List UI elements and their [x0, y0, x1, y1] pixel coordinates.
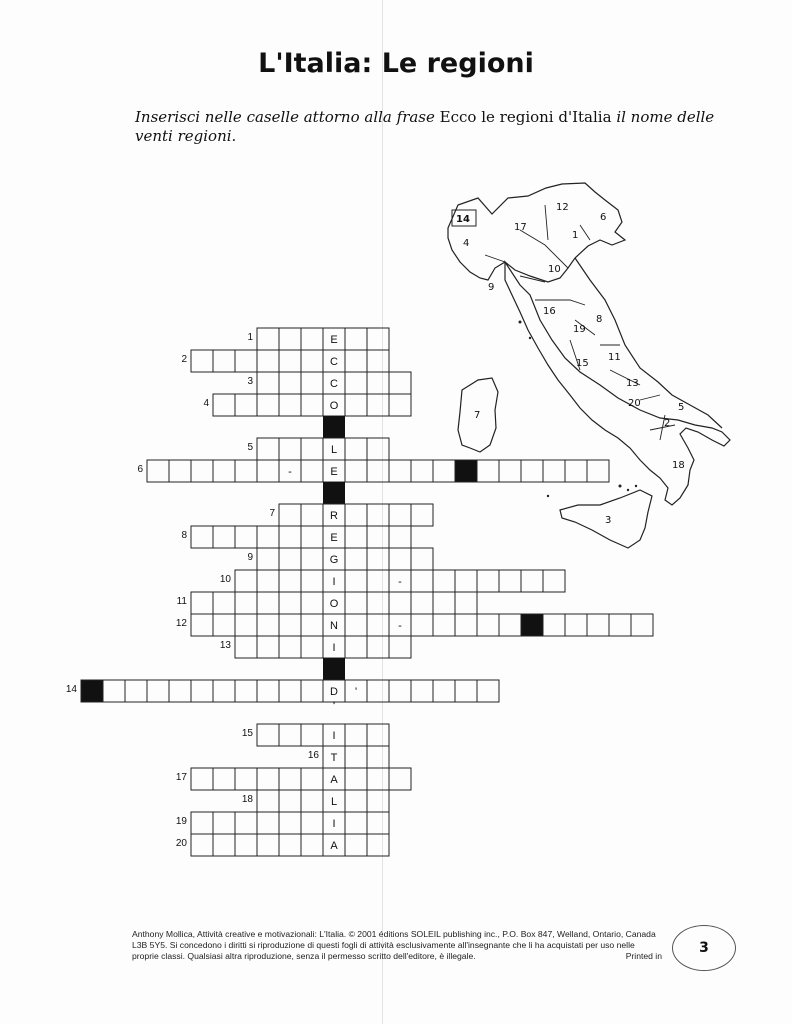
crossword-cell[interactable]: [125, 680, 147, 702]
crossword-cell[interactable]: [257, 768, 279, 790]
crossword-cell[interactable]: [345, 768, 367, 790]
map-region-label: 7: [474, 410, 481, 421]
crossword-cell[interactable]: [301, 592, 323, 614]
crossword-clue-number: 8: [181, 530, 187, 541]
crossword-cell[interactable]: [411, 680, 433, 702]
crossword-key-letter: A: [330, 774, 338, 786]
crossword-cell[interactable]: [345, 834, 367, 856]
crossword-cell[interactable]: [367, 504, 389, 526]
crossword-key-letter: L: [330, 796, 338, 808]
crossword-cell[interactable]: [235, 394, 257, 416]
crossword-cell[interactable]: [235, 614, 257, 636]
crossword-cell[interactable]: [433, 680, 455, 702]
map-region-label: 16: [543, 306, 556, 317]
crossword-separator-block: [323, 416, 345, 438]
crossword-clue-number: 13: [219, 640, 231, 651]
crossword-cell[interactable]: [455, 614, 477, 636]
crossword-black-cell: [81, 680, 103, 702]
crossword-cell[interactable]: [367, 636, 389, 658]
crossword-cell[interactable]: [367, 526, 389, 548]
map-region-label: 11: [608, 352, 621, 363]
crossword-cell[interactable]: [257, 680, 279, 702]
crossword-cell[interactable]: [345, 526, 367, 548]
crossword-cell[interactable]: [279, 504, 301, 526]
crossword-cell[interactable]: [279, 812, 301, 834]
crossword-cell[interactable]: [389, 526, 411, 548]
crossword-separator-block: [323, 658, 345, 680]
footer-text: Anthony Mollica, Attività creative e motivazionali: L'Italia. © 2001 éditions SOLEIL publishing inc., P.O. Box 847, Welland, Ontario, Canada L3B 5Y5. Si concedono i diritti si riproduzione di questi fogli di attività esclusivamente all'insegnante che li ha acquistati per uso nelle proprie classi. Qualsiasi altra riproduzione, senza il permesso scritto dell'editore, è illegale.: [132, 929, 656, 961]
crossword-cell[interactable]: [257, 328, 279, 350]
crossword-clue-number: 6: [137, 464, 143, 475]
crossword-key-letter: I: [332, 730, 336, 742]
crossword-cell[interactable]: [169, 460, 191, 482]
crossword-cell[interactable]: [367, 570, 389, 592]
map-region-label: 4: [463, 238, 470, 249]
crossword-cell[interactable]: [433, 614, 455, 636]
crossword-cell[interactable]: [191, 592, 213, 614]
crossword-clue-number: 17: [175, 772, 187, 783]
crossword-cell[interactable]: [257, 570, 279, 592]
crossword-key-letter: G: [329, 554, 339, 566]
crossword-cell[interactable]: [411, 614, 433, 636]
crossword-key-letter: O: [329, 598, 339, 610]
crossword-cell[interactable]: [367, 724, 389, 746]
crossword-cell[interactable]: [367, 790, 389, 812]
crossword-cell[interactable]: [213, 680, 235, 702]
map-region-label: 14: [456, 214, 470, 225]
crossword-cell[interactable]: [279, 394, 301, 416]
crossword-cell[interactable]: [191, 526, 213, 548]
crossword-cell[interactable]: [477, 680, 499, 702]
crossword-cell[interactable]: [411, 570, 433, 592]
crossword-cell[interactable]: [477, 460, 499, 482]
crossword-cell[interactable]: [191, 768, 213, 790]
crossword-cell[interactable]: [345, 812, 367, 834]
map-region-label: 20: [628, 398, 641, 409]
map-region-label: 2: [664, 418, 671, 429]
crossword-cell[interactable]: [345, 460, 367, 482]
map-region-label: 5: [678, 402, 685, 413]
crossword-cell[interactable]: [367, 548, 389, 570]
crossword-cell[interactable]: [103, 680, 125, 702]
crossword-clue-number: 12: [175, 618, 187, 629]
map-region-label: 15: [576, 358, 589, 369]
crossword-key-letter: E: [330, 466, 338, 478]
crossword-cell[interactable]: [235, 570, 257, 592]
crossword-cell[interactable]: [543, 614, 565, 636]
crossword-cell[interactable]: [279, 790, 301, 812]
crossword-cell[interactable]: [301, 834, 323, 856]
crossword-key-letter: D: [330, 686, 338, 698]
crossword-cell[interactable]: [301, 526, 323, 548]
crossword-clue-number: 19: [175, 816, 187, 827]
crossword-cell[interactable]: [301, 570, 323, 592]
crossword-cell[interactable]: [345, 614, 367, 636]
crossword-cell[interactable]: [257, 834, 279, 856]
footer-printed: Printed in: [625, 951, 662, 961]
crossword-cell[interactable]: [301, 394, 323, 416]
crossword-cell[interactable]: [345, 636, 367, 658]
crossword-cell[interactable]: [631, 614, 653, 636]
crossword-cell[interactable]: [367, 394, 389, 416]
crossword-key-letter: C: [330, 356, 338, 368]
crossword-cell[interactable]: [279, 328, 301, 350]
crossword-cell[interactable]: [345, 724, 367, 746]
crossword-cell[interactable]: [279, 592, 301, 614]
map-region-label: 17: [514, 222, 527, 233]
crossword-cell[interactable]: [279, 350, 301, 372]
crossword-cell[interactable]: [279, 768, 301, 790]
crossword-cell[interactable]: [587, 614, 609, 636]
crossword-cell[interactable]: [279, 372, 301, 394]
crossword-cell[interactable]: [213, 526, 235, 548]
crossword-cell[interactable]: [301, 724, 323, 746]
crossword-symbol: -: [288, 466, 292, 478]
crossword-cell[interactable]: [213, 614, 235, 636]
map-region-label: 9: [488, 282, 495, 293]
crossword-cell[interactable]: [367, 680, 389, 702]
crossword-cell[interactable]: [301, 460, 323, 482]
crossword-cell[interactable]: [455, 592, 477, 614]
instructions-part2: Ecco le regioni d'Italia: [439, 108, 612, 126]
crossword-cell[interactable]: [213, 812, 235, 834]
map-region-label: 10: [548, 264, 561, 275]
crossword-cell[interactable]: [257, 548, 279, 570]
crossword-cell[interactable]: [411, 504, 433, 526]
crossword-cell[interactable]: [345, 746, 367, 768]
crossword-clue-number: 14: [65, 684, 77, 695]
crossword-cell[interactable]: [411, 548, 433, 570]
crossword-cell[interactable]: [235, 834, 257, 856]
crossword-cell[interactable]: [345, 394, 367, 416]
crossword-cell[interactable]: [301, 328, 323, 350]
crossword-clue-number: 10: [219, 574, 231, 585]
crossword-cell[interactable]: [235, 592, 257, 614]
map-region-label: 18: [672, 460, 685, 471]
map-region-label: 13: [626, 378, 639, 389]
crossword-cell[interactable]: [565, 460, 587, 482]
crossword-cell[interactable]: [345, 438, 367, 460]
crossword-cell[interactable]: [235, 636, 257, 658]
crossword-cell[interactable]: [191, 350, 213, 372]
crossword-key-letter: C: [330, 378, 338, 390]
crossword-cell[interactable]: [389, 636, 411, 658]
crossword-cell[interactable]: [257, 526, 279, 548]
crossword-symbol: ': [354, 686, 358, 698]
crossword-cell[interactable]: [477, 570, 499, 592]
crossword-cell[interactable]: [257, 438, 279, 460]
crossword-cell[interactable]: [257, 636, 279, 658]
crossword-cell[interactable]: [345, 350, 367, 372]
crossword-cell[interactable]: [301, 614, 323, 636]
map-region-label: 6: [600, 212, 607, 223]
crossword-cell[interactable]: [191, 834, 213, 856]
crossword-cell[interactable]: [345, 592, 367, 614]
crossword-cell[interactable]: [411, 592, 433, 614]
crossword-cell[interactable]: [191, 460, 213, 482]
crossword-cell[interactable]: [301, 438, 323, 460]
crossword-symbol: -: [398, 620, 402, 632]
crossword-cell[interactable]: [279, 548, 301, 570]
crossword-clue-number: 11: [176, 596, 187, 607]
crossword-key-letter: E: [330, 334, 338, 346]
crossword-clue-number: 4: [203, 398, 209, 409]
map-region-label: 12: [556, 202, 569, 213]
crossword-cell[interactable]: [543, 570, 565, 592]
crossword-cell[interactable]: [367, 350, 389, 372]
map-region-label: 19: [573, 324, 586, 335]
crossword-cell[interactable]: [191, 680, 213, 702]
map-region-label: 3: [605, 515, 612, 526]
crossword-cell[interactable]: [301, 636, 323, 658]
crossword-symbol: -: [398, 576, 402, 588]
crossword-cell[interactable]: [147, 680, 169, 702]
crossword-cell[interactable]: [345, 790, 367, 812]
crossword-cell[interactable]: [301, 790, 323, 812]
crossword-cell[interactable]: [213, 592, 235, 614]
crossword-key-letter: O: [329, 400, 339, 412]
crossword-cell[interactable]: [257, 592, 279, 614]
crossword-cell[interactable]: [543, 460, 565, 482]
crossword-cell[interactable]: [301, 504, 323, 526]
crossword-cell[interactable]: [257, 394, 279, 416]
crossword-cell[interactable]: [213, 834, 235, 856]
crossword-cell[interactable]: [477, 614, 499, 636]
crossword-cell[interactable]: [279, 680, 301, 702]
crossword-cell[interactable]: [235, 460, 257, 482]
crossword-cell[interactable]: [301, 350, 323, 372]
crossword-cell[interactable]: [367, 768, 389, 790]
crossword-cell[interactable]: [279, 570, 301, 592]
crossword-cell[interactable]: [213, 768, 235, 790]
crossword-cell[interactable]: [389, 394, 411, 416]
crossword-clue-number: 1: [247, 332, 253, 343]
crossword-clue-number: 16: [307, 750, 319, 761]
crossword-cell[interactable]: [521, 460, 543, 482]
crossword-cell[interactable]: [279, 614, 301, 636]
crossword-cell[interactable]: [235, 680, 257, 702]
crossword-cell[interactable]: [301, 372, 323, 394]
crossword-cell[interactable]: [389, 680, 411, 702]
crossword-cell[interactable]: [521, 570, 543, 592]
crossword-key-letter: I: [332, 818, 336, 830]
crossword-cell[interactable]: [257, 350, 279, 372]
crossword-cell[interactable]: [235, 768, 257, 790]
crossword-cell[interactable]: [279, 438, 301, 460]
crossword-cell[interactable]: [499, 570, 521, 592]
crossword-cell[interactable]: [367, 328, 389, 350]
crossword-cell[interactable]: [367, 834, 389, 856]
crossword-cell[interactable]: [213, 394, 235, 416]
crossword-cell[interactable]: [279, 526, 301, 548]
map-region-label: 8: [596, 314, 603, 325]
crossword-cell[interactable]: [565, 614, 587, 636]
footer-copyright: [132, 929, 662, 962]
crossword-cell[interactable]: [499, 460, 521, 482]
crossword-cell[interactable]: [455, 680, 477, 702]
crossword-cell[interactable]: [367, 438, 389, 460]
crossword-cell[interactable]: [389, 592, 411, 614]
crossword-cell[interactable]: [411, 460, 433, 482]
crossword-cell[interactable]: [367, 372, 389, 394]
crossword-cell[interactable]: [169, 680, 191, 702]
crossword-cell[interactable]: [147, 460, 169, 482]
page-number-badge: 3: [672, 925, 736, 971]
crossword-cell[interactable]: [279, 636, 301, 658]
crossword-clue-number: 20: [175, 838, 187, 849]
crossword-key-letter: T: [330, 752, 338, 764]
crossword-cell[interactable]: [301, 812, 323, 834]
crossword-cell[interactable]: [389, 504, 411, 526]
crossword-clue-number: 5: [247, 442, 253, 453]
crossword-key-letter: I: [332, 642, 336, 654]
crossword-cell[interactable]: [301, 768, 323, 790]
crossword-cell[interactable]: [191, 614, 213, 636]
page-title: L'Italia: Le regioni: [258, 48, 534, 79]
crossword-cell[interactable]: [257, 372, 279, 394]
crossword-cell[interactable]: [257, 790, 279, 812]
crossword-cell[interactable]: [455, 570, 477, 592]
crossword-cell[interactable]: [213, 350, 235, 372]
crossword-cell[interactable]: [235, 350, 257, 372]
crossword-cell[interactable]: [257, 460, 279, 482]
crossword-cell[interactable]: [257, 724, 279, 746]
crossword-cell[interactable]: [279, 834, 301, 856]
crossword-clue-number: 15: [241, 728, 253, 739]
crossword-key-letter: N: [330, 620, 338, 632]
crossword-cell[interactable]: [587, 460, 609, 482]
crossword-cell[interactable]: [433, 592, 455, 614]
crossword-clue-number: 18: [241, 794, 253, 805]
crossword-cell[interactable]: [235, 812, 257, 834]
instructions-part1: Inserisci nelle caselle attorno alla frase: [135, 108, 435, 126]
crossword-key-letter: E: [330, 532, 338, 544]
crossword-key-letter: L: [330, 444, 338, 456]
crossword-key-letter: A: [330, 840, 338, 852]
crossword-black-cell: [521, 614, 543, 636]
crossword-cell[interactable]: [345, 570, 367, 592]
crossword-cell[interactable]: [367, 812, 389, 834]
crossword-cell[interactable]: [389, 460, 411, 482]
crossword-cell[interactable]: [367, 460, 389, 482]
crossword-apostrophe: ': [332, 699, 336, 713]
crossword-cell[interactable]: [191, 812, 213, 834]
crossword-clue-number: 3: [247, 376, 253, 387]
crossword-cell[interactable]: [257, 614, 279, 636]
crossword-key-letter: R: [330, 510, 338, 522]
crossword-cell[interactable]: [609, 614, 631, 636]
crossword-cell[interactable]: [433, 570, 455, 592]
crossword-key-letter: I: [332, 576, 336, 588]
crossword-cell[interactable]: [367, 746, 389, 768]
crossword-cell[interactable]: [389, 768, 411, 790]
crossword-cell[interactable]: [345, 372, 367, 394]
crossword-cell[interactable]: [345, 548, 367, 570]
crossword-clue-number: 2: [181, 354, 187, 365]
crossword-cell[interactable]: [301, 548, 323, 570]
crossword-cell[interactable]: [345, 328, 367, 350]
instructions-part3: il nome delle venti regioni.: [135, 108, 715, 145]
crossword-cell[interactable]: [433, 460, 455, 482]
crossword-cell[interactable]: [367, 592, 389, 614]
crossword-cell[interactable]: [367, 614, 389, 636]
crossword-clue-number: 9: [247, 552, 253, 563]
crossword-cell[interactable]: [345, 504, 367, 526]
crossword-cell[interactable]: [279, 724, 301, 746]
crossword-separator-block: [323, 482, 345, 504]
crossword-cell[interactable]: [257, 812, 279, 834]
crossword-clue-number: 7: [269, 508, 275, 519]
crossword-cell[interactable]: [301, 680, 323, 702]
crossword-cell[interactable]: [235, 526, 257, 548]
map-region-label: 1: [572, 230, 579, 241]
crossword-cell[interactable]: [389, 548, 411, 570]
crossword-cell[interactable]: [499, 614, 521, 636]
crossword-cell[interactable]: [213, 460, 235, 482]
crossword-cell[interactable]: [389, 372, 411, 394]
crossword-black-cell: [455, 460, 477, 482]
